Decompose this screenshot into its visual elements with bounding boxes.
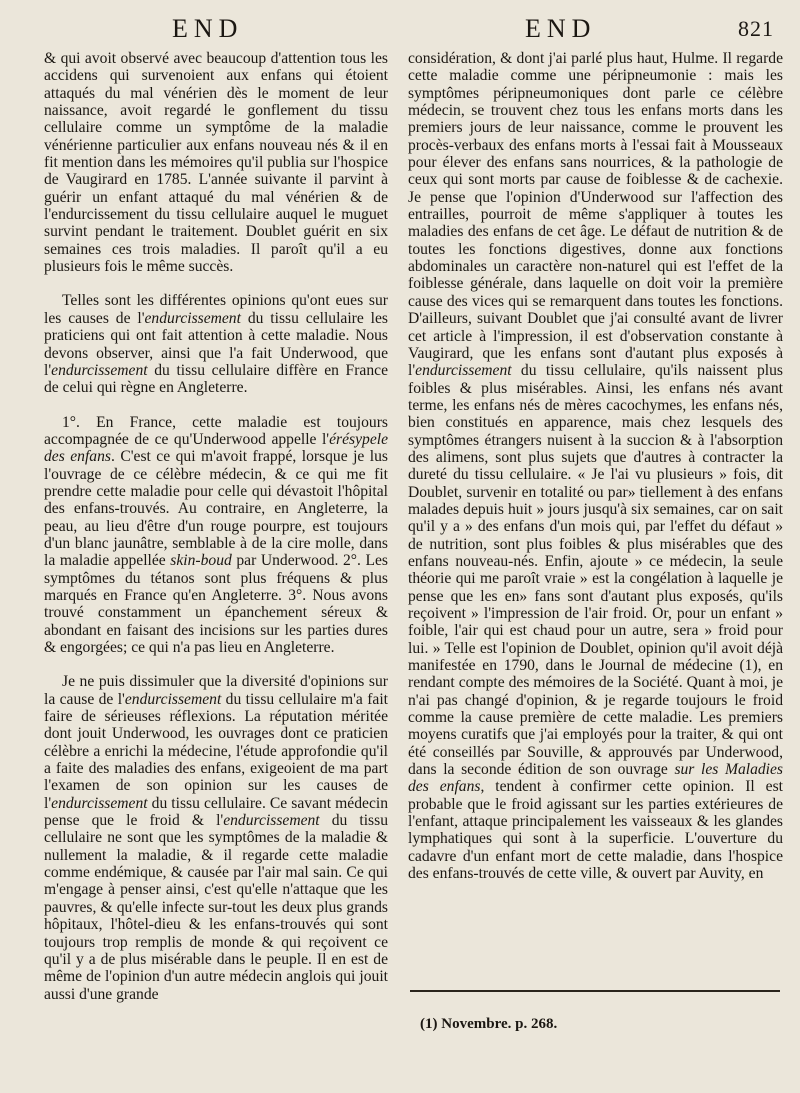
- footnote: (1) Novembre. p. 268.: [420, 1016, 558, 1032]
- italic-term: endurcissement: [124, 690, 222, 708]
- left-paragraph-3: [44, 414, 388, 657]
- text-run: Telles sont les différentes opinions qu'ont eues sur les causes de l': [44, 292, 388, 327]
- text-run: du tissu cellulaire, qu'ils naissent plus foibles & plus misérables. Ainsi, les enfans nés avant terme, les enfans nés de mères cacochymes, les enfans nés, bien constitués en apparence, mais chez lesquels des symptômes étrangers nuisent à la succion & à l'absorption des alimens, sont plus sujets que d'autres à contracter la dureté du tissu cellulaire. « Je l'ai vu plusieurs » fois, dit Doublet, survenir en totalité ou par» tiellement à des enfans malades depuis huit » jours jusqu'à six semaines, car on sait qu'il y a » des enfans d'un mois qui, par l'effet du défaut » de nutrition, sont plus foibles & plus misérables que des enfans nouveau-nés. Enfin, ajoute » ce médecin, la seule théorie qui me paroît vraie » est la congélation à laquelle je pense que les en» fans sont d'autant plus exposés, qu'ils reçoivent » l'impression de l'air froid. Or, pour un enfant » foible, l'air qui est chaud pour un autre, sera » froid pour lui. » Telle est l'opinion de Doublet, opinion qu'il avoit déjà manifestée en 1790, dans le Journal de médecine (1), en rendant compte des mémoires de la Société. Quant à moi, je n'ai pas changé d'opinion, & je regarde toujours le froid comme la cause première de cette maladie. Les premiers moyens curatifs que j'ai employés pour la traiter, & qui ont été conseillés par Souville, & approuvés par Underwood, dans la seconde édition de son ouvrage: [408, 362, 783, 779]
- left-paragraph-1: [44, 50, 388, 275]
- text-run: du tissu cellulaire m'a fait faire de sérieuses réflexions. La réputation méritée dont jouit Underwood, les ouvrages dont ce praticien célèbre a enrichi la médecine, l'étude approfondie qu'il a faite des maladies des enfans, exigeoient de ma part l'examen de son opinion sur les causes de l': [44, 690, 388, 812]
- italic-term: endurcissement: [144, 309, 241, 327]
- footnote-rule: [410, 990, 780, 992]
- text-run: du tissu cellulaire diffère en France de celui qui règne en Angleterre.: [44, 361, 388, 397]
- text-run: par Underwood. 2°. Les symptômes du tétanos sont plus fréquens & plus marqués en France qu'en Angleterre. 3°. Nous avons trouvé constamment un épanchement séreux & abondant en faisant des incisions sur les parties dures & engorgées; ce qui n'a pas lieu en Angleterre.: [44, 552, 388, 656]
- left-column: [44, 50, 388, 1040]
- text-run: considération, & dont j'ai parlé plus haut, Hulme. Il regarde cette maladie comme une péripneumonie : mais les symptômes péripneumoniques dont parle ce célèbre médecin, se trouvent chez tous les enfans morts dans les premiers jours de leur naissance, comme le prouvent les procès-verbaux des enfans morts à l'essai fait à Mousseaux pour élever des enfans sans nourrices, & la pathologie de ceux qui sont morts par cause de foiblesse & de cachexie. Je pense que l'opinion d'Underwood sur l'affection des entrailles, pourroit de même s'appliquer à toutes les maladies des enfans de cet âge. Le défaut de nutrition & de toutes les fonctions digestives, donne aux fonctions abdominales un caractère non-naturel qui est l'effet de la foiblesse générale, dans laquelle on doit voir la première cause des vices qui se remarquent dans toutes les fonctions. D'ailleurs, suivant Doublet que j'ai consulté avant de livrer cet article à l'impression, il est d'observation constante à Vaugirard, que les enfans sont d'autant plus exposés à l': [408, 50, 783, 380]
- header-left-title: END: [172, 14, 244, 43]
- text-run: , tendent à confirmer cette opinion. Il est probable que le froid agissant sur les parties extérieures de l'enfant, attaque principalement les vaisseaux & les glandes lymphatiques qui sont à la superficie. L'ouverture du cadavre d'un enfant mort de cette maladie, dans l'hospice des enfans-trouvés de cette ville, & ouvert par Auvity, en: [408, 778, 783, 883]
- italic-term: endurcissement: [51, 794, 148, 812]
- left-paragraph-4: [44, 673, 388, 1003]
- italic-term: endurcissement: [415, 362, 512, 380]
- left-paragraph-2: [44, 292, 388, 396]
- right-paragraph-1: [408, 50, 783, 883]
- text-run: du tissu cellulaire. Ce savant médecin pense que le froid & l': [44, 794, 388, 830]
- left-paragraph-1-text: & qui avoit observé avec beaucoup d'attention tous les accidens qui survenoient aux enfans qui étoient attaqués du mal vénérien dès le moment de leur naissance, avoit regardé le gonflement du tissu cellulaire comme un symptôme de la maladie vénérienne particulier aux enfans nouveau nés & il en fit mention dans les mémoires qu'il publia sur l'hospice de Vaugirard en 1785. L'année suivante il parvint à guérir un enfant attaqué du mal vénérien & de l'endurcissement du tissu cellulaire auquel le muguet survint pendant le traitement. Doublet guérit en six semaines ces trois maladies. Il paroît qu'il a eu plusieurs fois le même succès.: [44, 50, 388, 276]
- italic-term: skin-boud: [170, 552, 232, 570]
- text-run: du tissu cellulaire ne sont que les symptômes de la maladie & nullement la maladie, & il regarde cette maladie comme endémique, & causée par l'air mal sain. Ce qui m'engage à penser ainsi, c'est qu'elle n'attaque que les pauvres, & qu'elle infecte sur-tout les deux plus grands hôpitaux, l'hôtel-dieu & les enfans-trouvés qui sont toujours trop remplis de monde & qui reçoivent ce qu'il y a de plus misérable dans le peuple. Il en est de même de l'opinion d'un autre médecin anglois qui jouit aussi d'une grande: [44, 812, 388, 1003]
- text-run: . C'est ce qui m'avoit frappé, lorsque je lus l'ouvrage de ce célèbre médecin, & ce qui me fit prendre cette maladie pour celle qui dévastoit l'hôpital des enfans-trouvés. Au contraire, en Angleterre, la peau, au lieu d'être d'un rouge pourpre, est toujours d'un blanc jaunâtre, semblable à de la cire molle, dans la maladie appellée: [44, 448, 388, 570]
- italic-term: érésypele des enfans: [44, 430, 388, 466]
- page-number: 821: [738, 16, 774, 41]
- running-header: [0, 14, 800, 48]
- right-column: [408, 50, 783, 985]
- text-run: du tissu cellulaire les praticiens qui ont fait attention à cette maladie. Nous devons observer, ainsi que l'a fait Underwood, que l': [44, 309, 388, 379]
- text-run: Je ne puis dissimuler que la diversité d'opinions sur la cause de l': [44, 673, 388, 708]
- text-run: 1°. En France, cette maladie est toujours accompagnée de ce qu'Underwood appelle l': [44, 413, 388, 448]
- italic-term: endurcissement: [51, 361, 148, 379]
- header-right-title: END: [525, 14, 597, 43]
- italic-term: endurcissement: [223, 812, 320, 830]
- italic-book-title: sur les Maladies des enfans: [408, 761, 783, 796]
